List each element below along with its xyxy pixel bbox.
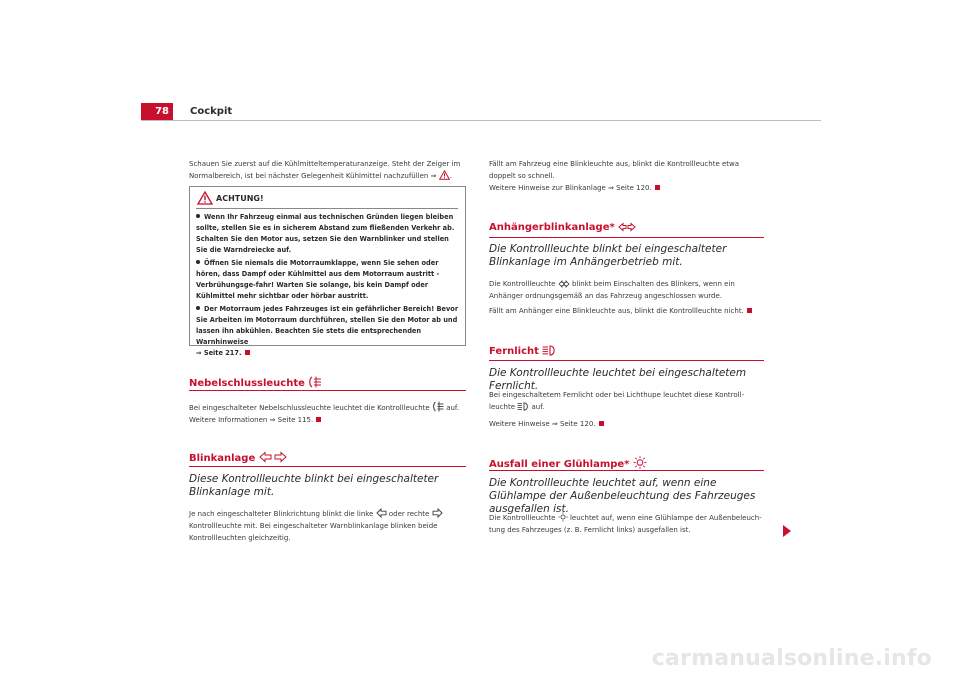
- fern-ref: Weitere Hinweise ⇒ Seite 120.: [489, 418, 761, 430]
- bulb-failure-icon: [633, 456, 647, 469]
- header-rule: [141, 120, 821, 121]
- bulb-failure-icon: [558, 512, 568, 522]
- heading-rule: [489, 470, 764, 471]
- anh-subtitle: Die Kontrollleuchte blinkt bei eingeschalteter Blinkanlage im Anhängerbetrieb mit.: [489, 243, 727, 268]
- warning-triangle-icon: [439, 170, 450, 180]
- chapter-title: Cockpit: [190, 106, 233, 117]
- heading-rule: [189, 390, 466, 391]
- high-beam-icon: [542, 345, 556, 356]
- warning-title: ACHTUNG!: [216, 194, 264, 203]
- warning-ref[interactable]: ⇒ Seite 217.: [196, 349, 242, 357]
- fog-light-icon: [308, 376, 322, 388]
- blink-paragraph: Je nach eingeschalteter Blinkrichtung blinkt die linke oder rechte Kontrollleuchte mit. Bei eingeschalteter Warnblinkanlage blinken beide Kontrollleuchten gleichzeitig.: [189, 508, 471, 544]
- end-mark: [599, 421, 604, 426]
- heading-fernlicht: Fernlicht: [489, 345, 556, 357]
- fog-light-icon: [432, 401, 444, 412]
- ausfall-subtitle: Die Kontrollleuchte leuchtet auf, wenn eine Glühlampe der Außenbeleuchtung des Fahrzeuges ausgefallen ist.: [489, 477, 756, 515]
- page-number: 78: [141, 103, 173, 121]
- anh-paragraph: Die Kontrollleuchte blinkt beim Einschalten des Blinkers, wenn ein Anhänger ordnungsgemäß an das Fahrzeug angeschlossen wurde.: [489, 280, 735, 300]
- heading-rule: [489, 360, 764, 361]
- watermark: carmanualsonline.info: [651, 646, 932, 671]
- end-mark: [747, 308, 752, 313]
- warning-triangle-icon: [197, 191, 213, 205]
- heading-nebelschlussleuchte: Nebelschlussleuchte: [189, 376, 322, 389]
- end-mark: [316, 417, 321, 422]
- turn-right-icon: [432, 508, 443, 518]
- high-beam-icon: [517, 402, 529, 411]
- turn-left-icon: [376, 508, 387, 518]
- warning-item: Wenn Ihr Fahrzeug einmal aus technischen Gründen liegen bleiben sollte, stellen Sie es in sicherem Abstand zum fließenden Verkehr ab. Schalten Sie den Motor aus, setzen Sie den Warnblinker und stellen Sie die Warndreiecke auf.: [196, 213, 455, 254]
- footer: [0, 646, 960, 678]
- heading-ausfall-gluehlampe: Ausfall einer Glühlampe*: [489, 456, 647, 470]
- end-mark: [655, 185, 660, 190]
- trailer-turn-icon: [618, 222, 636, 232]
- end-mark: [245, 350, 250, 355]
- heading-anhaengerblinkanlage: Anhängerblinkanlage*: [489, 222, 636, 233]
- intro-paragraph: Schauen Sie zuerst auf die Kühlmitteltemperaturanzeige. Steht der Zeiger im Normalbereich, ist bei nächster Gelegenheit Kühlmittel nachzufüllen ⇒ .: [189, 160, 461, 180]
- turn-left-icon: [259, 451, 287, 463]
- fern-paragraph: Bei eingeschaltetem Fernlicht oder bei Lichthupe leuchtet diese Kontroll-leuchte auf.: [489, 391, 745, 411]
- anh-paragraph-2: Fällt am Anhänger eine Blinkleuchte aus, blinkt die Kontrollleuchte nicht.: [489, 305, 761, 317]
- heading-rule: [189, 466, 466, 467]
- warning-box: [189, 186, 466, 357]
- fern-subtitle: Die Kontrollleuchte leuchtet bei eingeschaltetem Fernlicht.: [489, 367, 747, 392]
- blink-subtitle: Diese Kontrollleuchte blinkt bei eingeschalteter Blinkanlage mit.: [189, 473, 439, 498]
- warning-item: Der Motorraum jedes Fahrzeuges ist ein gefährlicher Bereich! Bevor Sie Arbeiten im Motorraum durchführen, stellen Sie den Motor ab und lassen ihn abkühlen. Beachten Sie stets die entsprechenden Warnhinweise ⇒ Seite 217.: [196, 305, 459, 357]
- ausfall-paragraph: Die Kontrollleuchte leuchtet auf, wenn eine Glühlampe der Außenbeleuch-tung des Fahrzeuges (z. B. Fernlicht links) ausgefallen ist.: [489, 514, 762, 534]
- nebel-paragraph: Bei eingeschalteter Nebelschlussleuchte leuchtet die Kontrollleuchte auf. Weitere Informationen ⇒ Seite 115.: [189, 401, 471, 426]
- next-page-arrow-icon[interactable]: [783, 525, 791, 537]
- heading-blinkanlage: Blinkanlage: [189, 451, 287, 464]
- heading-rule: [489, 237, 764, 238]
- blink-cont-paragraph: Fällt am Fahrzeug eine Blinkleuchte aus, blinkt die Kontrollleuchte etwa doppelt so schnell.: [489, 160, 740, 180]
- warning-item: Öffnen Sie niemals die Motorraumklappe, wenn Sie sehen oder hören, dass Dampf oder Kühlmittel aus dem Motorraum austritt - Verbrühungsge-fahr! Warten Sie solange, bis kein Dampf oder Kühlmittel mehr sichtbar oder hörbar austritt.: [196, 259, 440, 300]
- warning-rule: [196, 208, 458, 209]
- blink-cont-ref: Weitere Hinweise zur Blinkanlage ⇒ Seite 120.: [489, 182, 761, 194]
- trailer-turn-icon: [558, 280, 570, 288]
